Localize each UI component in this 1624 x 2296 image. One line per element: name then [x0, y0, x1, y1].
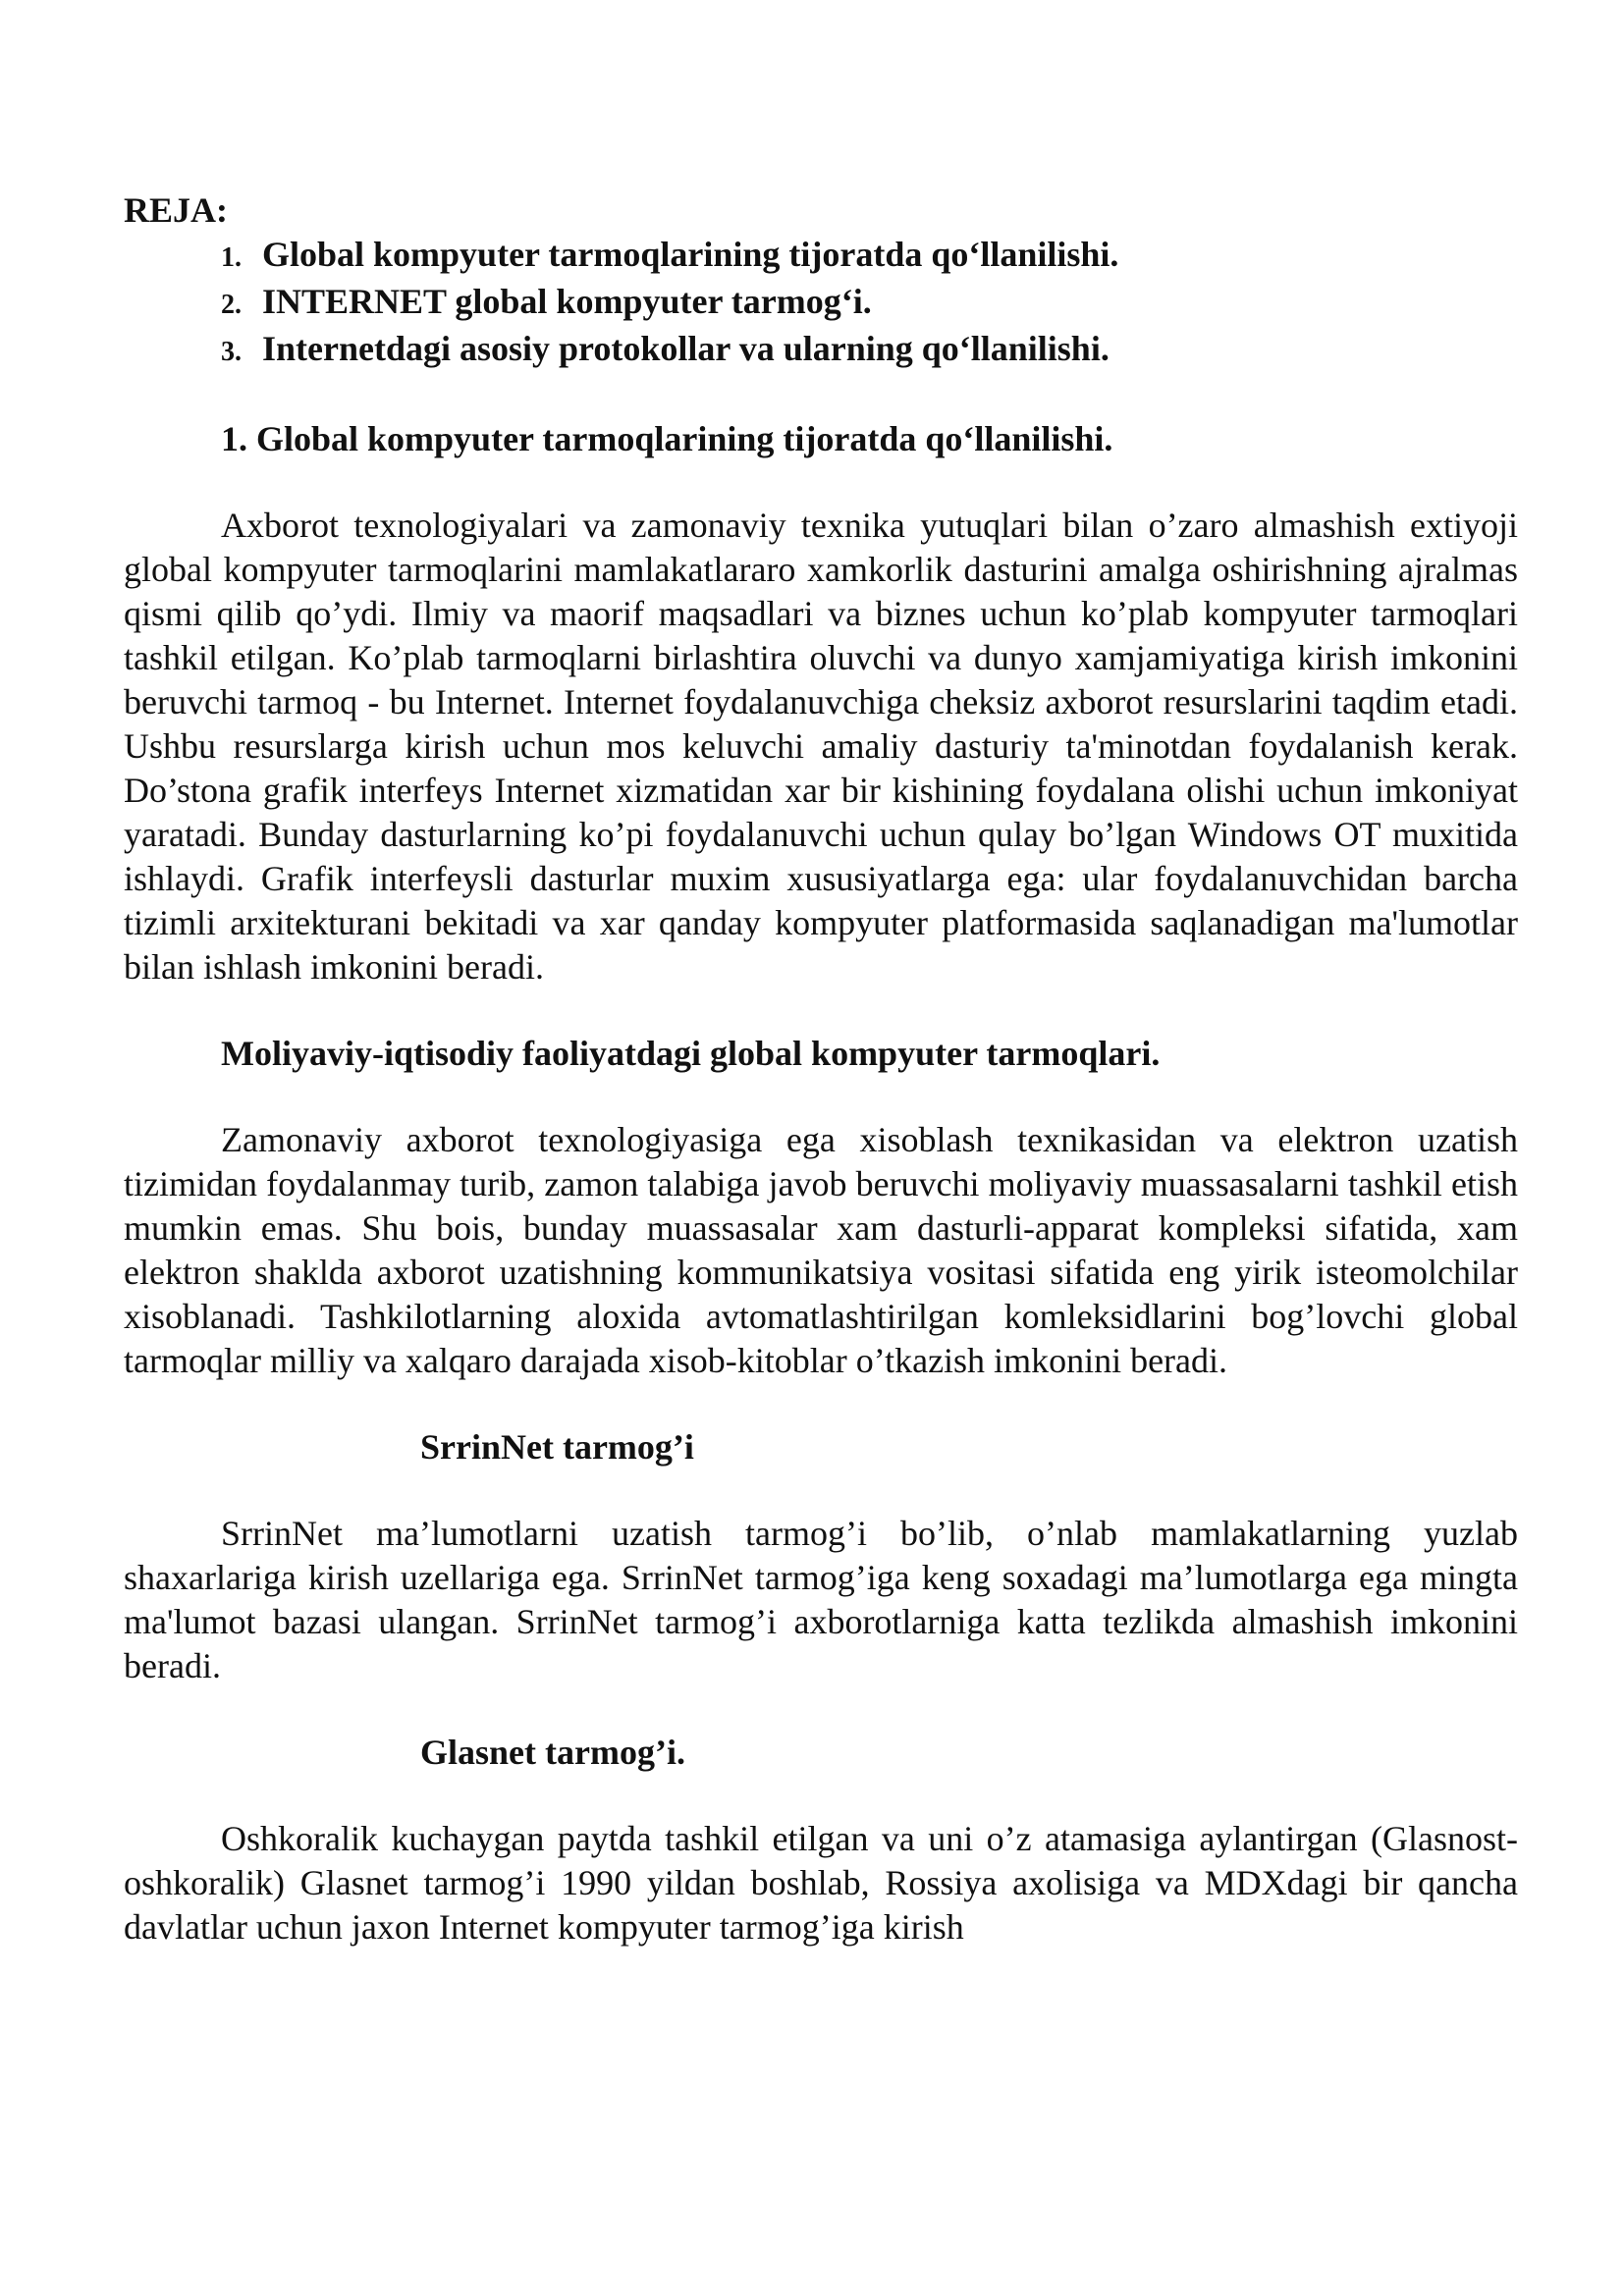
document-page: [124, 188, 1518, 1949]
plan-item-text: INTERNET global kompyuter tarmog‘i.: [262, 282, 872, 321]
body-paragraph: Oshkoralik kuchaygan paytda tashkil etilgan va uni o’z atamasiga aylantirgan (Glasnost-oshkoralik) Glasnet tarmog’i 1990 yildan boshlab, Rossiya axolisiga va MDXdagi bir qancha davlatlar uchun jaxon Internet kompyuter tarmog’iga kirish: [124, 1819, 1518, 1947]
plan-item-text: Internetdagi asosiy protokollar va ularning qo‘llanilishi.: [262, 329, 1110, 368]
plan-item: [221, 327, 1518, 374]
plan-title: REJA:: [124, 190, 228, 230]
plan-item: [221, 280, 1518, 327]
section-heading: Moliyaviy-iqtisodiy faoliyatdagi global kompyuter tarmoqlari.: [221, 1034, 1161, 1073]
plan-item-text: Global kompyuter tarmoqlarining tijoratda qo‘llanilishi.: [262, 235, 1119, 274]
body-paragraph: Axborot texnologiyalari va zamonaviy texnika yutuqlari bilan o’zaro almashish extiyoji global kompyuter tarmoqlarini mamlakatlararo xamkorlik dasturini amalga oshirishning ajralmas qismi qilib qo’ydi. Ilmiy va maorif maqsadlari va biznes uchun ko’plab kompyuter tarmoqlari tashkil etilgan. Ko’plab tarmoqlarni birlashtira oluvchi va dunyo xamjamiyatiga kirish imkonini beruvchi tarmoq - bu Internet. Internet foydalanuvchiga cheksiz axborot resurslarini taqdim etadi. Ushbu resurslarga kirish uchun mos keluvchi amaliy dasturiy ta'minotdan foydalanish kerak. Do’stona grafik interfeys Internet xizmatidan xar bir kishining foydalana olishi uchun imkoniyat yaratadi. Bunday dasturlarning ko’pi foydalanuvchi uchun qulay bo’lgan Windows OT muxitida ishlaydi. Grafik interfeysli dasturlar muxim xususiyatlarga ega: ular foydalanuvchidan barcha tizimli arxitekturani bekitadi va xar qanday kompyuter platformasida saqlanadigan ma'lumotlar bilan ishlash imkonini beradi.: [124, 506, 1518, 987]
section-heading: SrrinNet tarmog’i: [420, 1427, 694, 1467]
plan-list: [124, 233, 1518, 374]
plan-item: [221, 233, 1518, 280]
plan-item-number: 3.: [221, 337, 242, 367]
plan-item-number: 2.: [221, 290, 242, 320]
body-paragraph: SrrinNet ma’lumotlarni uzatish tarmog’i bo’lib, o’nlab mamlakatlarning yuzlab shaxarlariga kirish uzellariga ega. SrrinNet tarmog’iga keng soxadagi ma’lumotlarga ega mingta ma'lumot bazasi ulangan. SrrinNet tarmog’i axborotlarniga katta tezlikda almashish imkonini beradi.: [124, 1514, 1518, 1685]
body-paragraph: Zamonaviy axborot texnologiyasiga ega xisoblash texnikasidan va elektron uzatish tizimidan foydalanmay turib, zamon talabiga javob beruvchi moliyaviy muassasalarni tashkil etish mumkin emas. Shu bois, bunday muassasalar xam dasturli-apparat kompleksi sifatida, xam elektron shaklda axborot uzatishning kommunikatsiya vositasi sifatida eng yirik isteomolchilar xisoblanadi. Tashkilotlarning aloxida avtomatlashtirilgan komleksidlarini bog’lovchi global tarmoqlar milliy va xalqaro darajada xisob-kitoblar o’tkazish imkonini beradi.: [124, 1120, 1518, 1380]
plan-item-number: 1.: [221, 242, 242, 273]
section-heading: Glasnet tarmog’i.: [420, 1733, 685, 1772]
section-heading: 1. Global kompyuter tarmoqlarining tijoratda qo‘llanilishi.: [221, 419, 1113, 458]
